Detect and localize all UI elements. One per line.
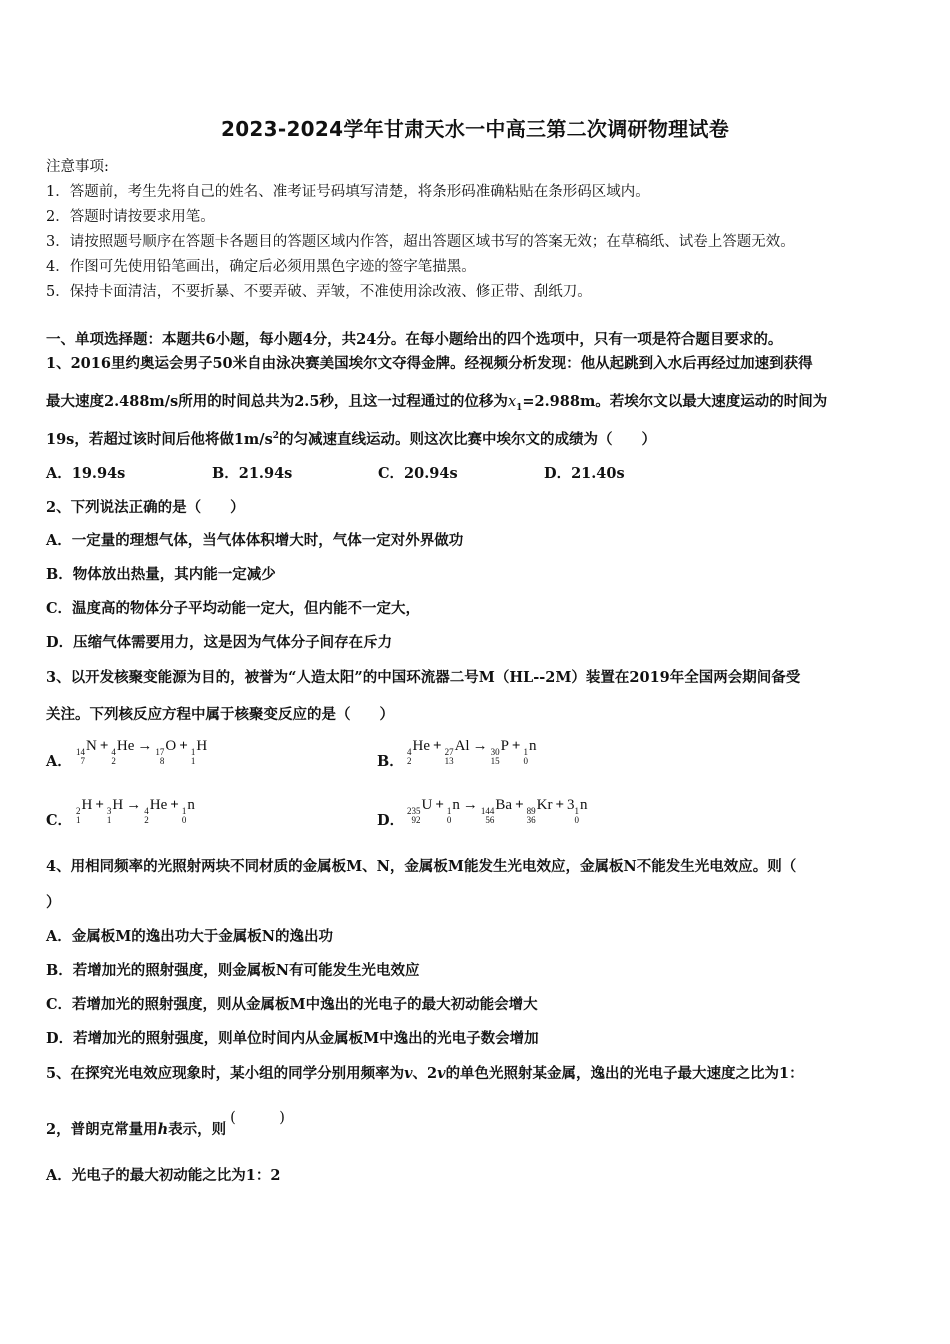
q4-option-d: D．若增加光的照射强度，则单位时间内从金属板M中逸出的光电子数会增加 xyxy=(46,1030,539,1047)
nuclide: 4 2 He xyxy=(407,738,430,766)
q2-option-a: A．一定量的理想气体，当气体体积增大时，气体一定对外界做功 xyxy=(46,532,464,549)
nuclide: 1 1 H xyxy=(190,738,208,766)
notice-item: 1．答题前，考生先将自己的姓名、准考证号码填写清楚，将条形码准确粘贴在条形码区域内。 xyxy=(46,184,650,200)
nuclide: 4 2 He xyxy=(111,738,135,766)
q5-stem-line1: 5、在探究光电效应现象时，某小组的同学分别用频率为v、2v的单色光照射某金属，逸出的光电子最大速度之比为1： xyxy=(46,1065,804,1082)
q2-stem: 2、下列说法正确的是（ ） xyxy=(46,499,245,516)
notice-item: 3．请按照题号顺序在答题卡各题目的答题区域内作答，超出答题区域书写的答案无效；在草稿纸、试卷上答题无效。 xyxy=(46,234,795,250)
q3-label-b: B． xyxy=(377,753,404,770)
q3-stem-line1: 3、以开发核聚变能源为目的，被誉为“人造太阳”的中国环流器二号M（HL--2M）装置在2019年全国两会期间备受 xyxy=(46,669,801,686)
q3-equation-b: 4 2 He + 27 13 Al → 30 15 P + 1 0 n xyxy=(407,738,537,766)
q3-label-d: D． xyxy=(377,812,405,829)
nuclide: 4 2 He xyxy=(144,797,168,825)
q1-stem-line2: 最大速度2.488m/s所用的时间总共为2.5秒，且这一过程通过的位移为$x_1=2.988m$。若埃尔文以最大速度运动的时间为 xyxy=(46,393,828,413)
q1-option-a: A．19.94s xyxy=(46,465,126,482)
q2-option-d: D．压缩气体需要用力，这是因为气体分子间存在斥力 xyxy=(46,634,393,651)
q4-option-b: B．若增加光的照射强度，则金属板N有可能发生光电效应 xyxy=(46,962,420,979)
q1-stem-line3: 19s，若超过该时间后他将做$1m/s^2$的匀减速直线运动。则这次比赛中埃尔文的成绩为（ ） xyxy=(46,431,656,448)
notice-item: 4．作图可先使用铅笔画出，确定后必须用黑色字迹的签字笔描黑。 xyxy=(46,259,476,275)
nuclide: 2 1 H xyxy=(76,797,93,825)
notice-item: 5．保持卡面清洁，不要折暴、不要弄破、弄皱，不准使用涂改液、修正带、刮纸刀。 xyxy=(46,284,592,300)
q1-option-d: D．21.40s xyxy=(544,465,625,482)
nuclide: 144 56 Ba xyxy=(480,797,513,825)
q1-option-b: B．21.94s xyxy=(212,465,293,482)
q4-option-c: C．若增加光的照射强度，则从金属板M中逸出的光电子的最大初动能会增大 xyxy=(46,996,538,1013)
section-heading: 一、单项选择题：本题共6小题，每小题4分，共24分。在每小题给出的四个选项中，只有一项是符合题目要求的。 xyxy=(46,331,783,348)
q3-label-c: C． xyxy=(46,812,73,829)
q5-option-a: A．光电子的最大初动能之比为1：2 xyxy=(46,1167,281,1184)
nuclide: 14 7 N xyxy=(76,738,97,766)
page-title: 2023-2024学年甘肃天水一中高三第二次调研物理试卷 xyxy=(220,117,730,141)
nuclide: 30 15 P xyxy=(490,738,509,766)
q1-option-c: C．20.94s xyxy=(378,465,458,482)
q4-option-a: A．金属板M的逸出功大于金属板N的逸出功 xyxy=(46,928,334,945)
q3-equation-d: 235 92 U + 1 0 n → 144 56 Ba + 89 36 Kr + 3 1 0 n xyxy=(407,797,588,825)
nuclide: 89 36 Kr xyxy=(526,797,553,825)
q1-stem-line1: 1、2016里约奥运会男子50米自由泳决赛美国埃尔文夺得金牌。经视频分析发现：他从起跳到入水后再经过加速到获得 xyxy=(46,355,813,372)
nuclide: 1 0 n xyxy=(574,797,588,825)
q3-label-a: A． xyxy=(46,753,72,770)
q4-stem-line2: ） xyxy=(46,894,61,911)
nuclide: 1 0 n xyxy=(181,797,195,825)
nuclide: 235 92 U xyxy=(407,797,433,825)
q4-stem-line1: 4、用相同频率的光照射两块不同材质的金属板M、N，金属板M能发生光电效应，金属板N不能发生光电效应。则（ xyxy=(46,858,797,875)
nuclide: 27 13 Al xyxy=(444,738,470,766)
nuclide: 17 8 O xyxy=(155,738,177,766)
notice-heading: 注意事项: xyxy=(46,159,109,175)
q2-option-c: C．温度高的物体分子平均动能一定大，但内能不一定大， xyxy=(46,600,421,617)
q5-stem-line2: 2，普朗克常量用h表示，则( ) xyxy=(46,1110,285,1138)
q3-equation-c: 2 1 H + 3 1 H → 4 2 He + 1 0 n xyxy=(76,797,195,825)
nuclide: 1 0 n xyxy=(446,797,460,825)
q3-stem-line2: 关注。下列核反应方程中属于核聚变反应的是（ ） xyxy=(46,706,394,723)
nuclide: 1 0 n xyxy=(523,738,537,766)
notice-item: 2．答题时请按要求用笔。 xyxy=(46,209,215,225)
nuclide: 3 1 H xyxy=(106,797,124,825)
q3-equation-a: 14 7 N + 4 2 He → 17 8 O + 1 1 H xyxy=(76,738,208,766)
q2-option-b: B．物体放出热量，其内能一定减少 xyxy=(46,566,276,583)
